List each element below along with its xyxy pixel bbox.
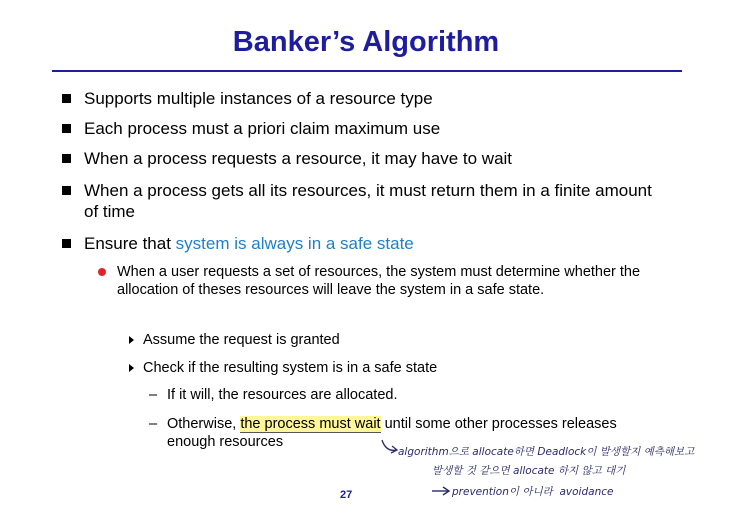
handwritten-note-line1: algorithm으로 allocate하면 Deadlock이 발생할지 예측해보고 bbox=[398, 446, 695, 458]
handwritten-note-avoidance: avoidance bbox=[559, 486, 614, 498]
dash-bullet-icon: – bbox=[149, 416, 158, 432]
bullet-text: Supports multiple instances of a resource type bbox=[84, 89, 433, 108]
bullet-text: Each process must a priori claim maximum use bbox=[84, 119, 441, 138]
handwritten-note-prevention: prevention이 아니라 bbox=[452, 486, 553, 498]
slide-title: Banker’s Algorithm bbox=[232, 26, 500, 58]
bullet-text: Ensure that bbox=[84, 234, 176, 253]
dash-item-text-suffix: until some other processes releases enough resources bbox=[167, 416, 617, 450]
dash-item-text-prefix: Otherwise, bbox=[167, 416, 241, 432]
page-number: 27 bbox=[340, 489, 353, 501]
safe-state-highlight: system is always in a safe state bbox=[175, 234, 414, 253]
sub-bullet-text: When a user requests a set of resources, the system must determine whether the allocation of theses resources will leave the system in a safe state. bbox=[117, 264, 641, 298]
bullet-text: When a process gets all its resources, it must return them in a finite amount of time bbox=[84, 181, 652, 221]
bullet-text: When a process requests a resource, it may have to wait bbox=[84, 149, 513, 168]
handwritten-note-line3 bbox=[452, 484, 613, 499]
dash-item-text: If it will, the resources are allocated. bbox=[167, 387, 398, 403]
sub-sub-bullet-text: Assume the request is granted bbox=[143, 332, 340, 348]
sub-sub-bullet-text: Check if the resulting system is in a safe state bbox=[143, 360, 438, 376]
process-wait-highlight: the process must wait bbox=[240, 416, 381, 432]
dash-bullet-icon: – bbox=[149, 387, 158, 403]
handwritten-note-line2: 발생할 것 같으면 allocate 하지 않고 대기 bbox=[432, 465, 626, 477]
